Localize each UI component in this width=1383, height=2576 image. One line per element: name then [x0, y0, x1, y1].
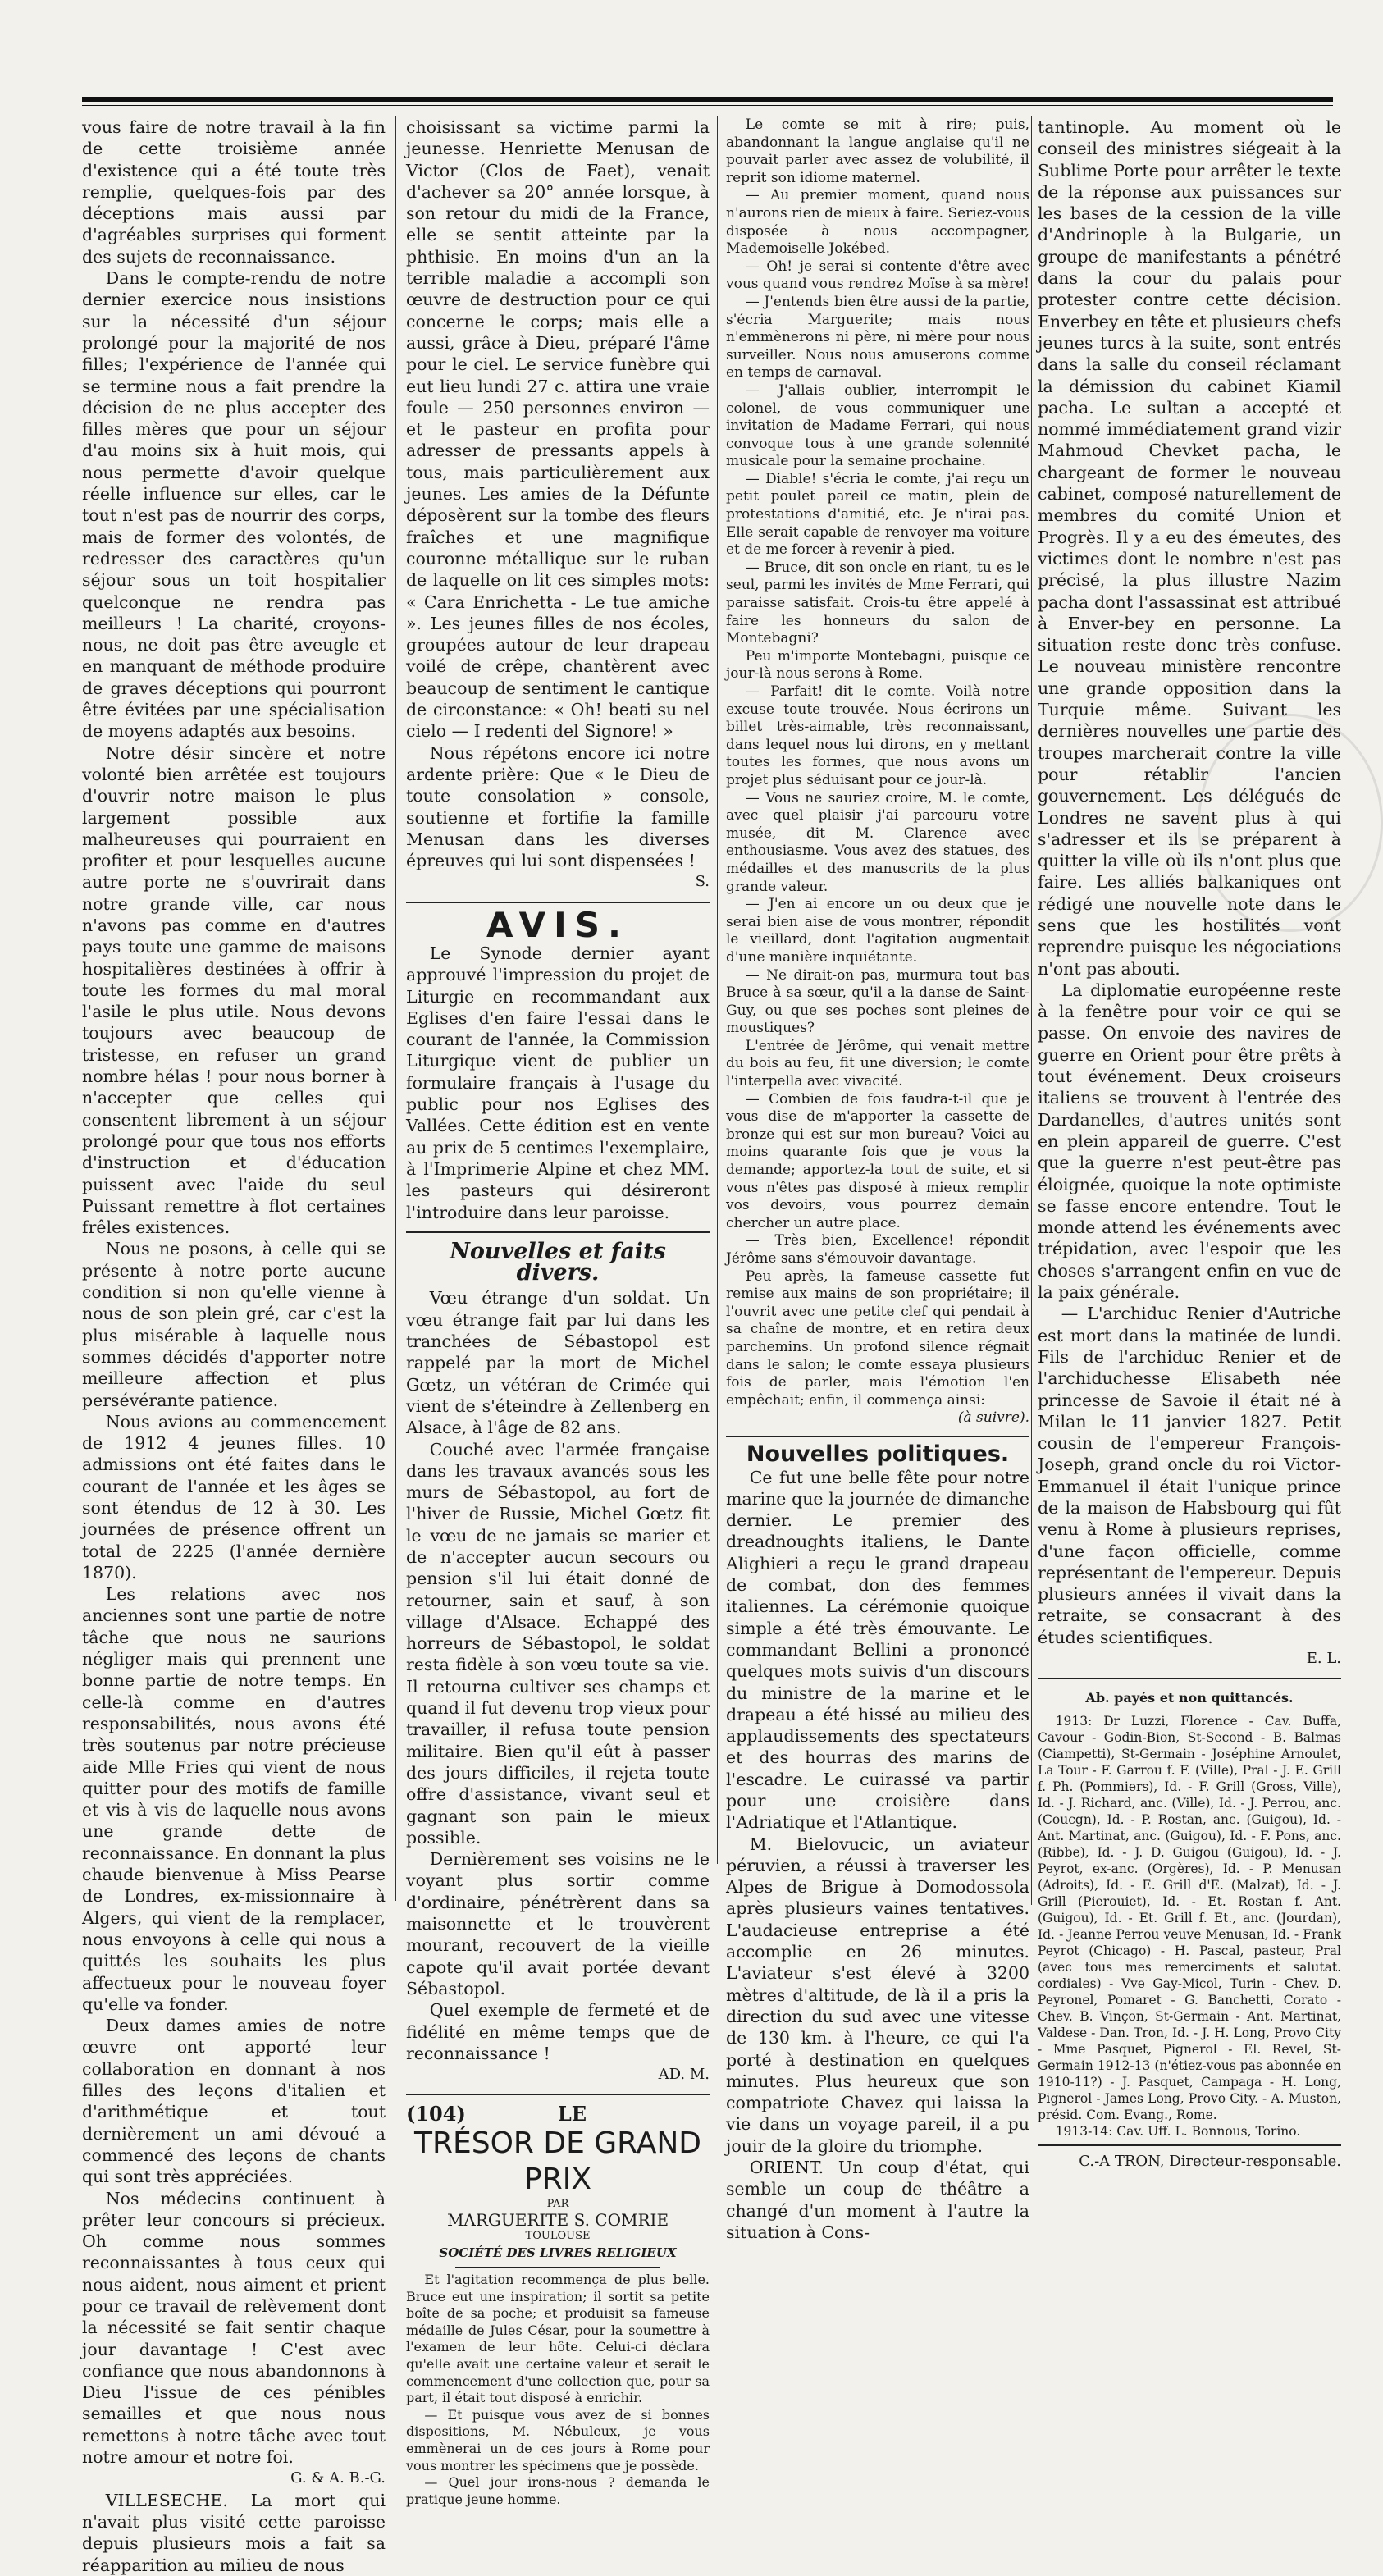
section-divider [455, 2267, 660, 2268]
section-divider [406, 2094, 710, 2095]
article-paragraph: Notre désir sincère et notre volonté bien arrêtée est toujours d'ouvrir notre maison le plus largement possible aux malheureuses qui pourraient en profiter et pour lesquelles aucune autre porte ne s'ouvrirait dans notre grande ville, car nous n'avons pas comme en d'autres pays toute une gamme de maisons hospitalières destinées à offrir à toute les formes du mal moral l'asile le plus utile. Nous devons toujours avec beaucoup de tristesse, en refuser un grand nombre hélas ! pour nous borner à n'accepter que celles qui consentent librement à un séjour prolongé pour que tous nos efforts d'instruction et d'éducation puissent avec l'aide du seul Puissant remettre à flot certaines frêles existences. [82, 742, 386, 1238]
obituary-paragraph: choisissant sa victime parmi la jeunesse. Henriette Menusan de Victor (Clos de Faet), venait d'achever sa 20° année lorsque, à son retour du midi de la France, elle se sentit atteinte par la phthisie. En moins d'un an la terrible maladie a accompli son œuvre de destruction pour ce qui concerne le corps; mais elle a aussi, grâce à Dieu, préparé l'âme pour le ciel. Le service funèbre qui eut lieu lundi 27 c. attira une vraie foule — 250 personnes environ — et le pasteur en profita pour adresser de pressants appels à tous, mais particulièrement aux jeunes. Les amies de la Défunte déposèrent sur la tombe des fleurs fraîches et une magnifique couronne métallique sur le ruban de laquelle on lit ces simples mots: « Cara Enrichetta - Le tue amiche ». Les jeunes filles de nos écoles, groupées autour de leur drapeau voilé de crêpe, chantèrent avec beaucoup de sentiment le cantique de circonstance: « Oh! beati su nel cielo — I redenti del Signore! » [406, 117, 710, 742]
politiques-paragraph: ORIENT. Un coup d'état, qui semble un coup de théâtre a changé d'un moment à l'autre la situation à Cons- [726, 2158, 1029, 2242]
story-paragraph: — Au premier moment, quand nous n'aurons rien de mieux à faire. Seriez-vous disposée à nous accompagner, Mademoiselle Jokébed. [726, 187, 1029, 258]
story-paragraph: — Combien de fois faudra-t-il que je vous dise de m'apporter la cassette de bronze qui est sur mon bureau? Voici au moins quarante fois que je vous la demande; apportez-la tout de suite, et si vous n'êtes pas disposé à mieux remplir vos devoirs, vous pourrez demain chercher un autre place. [726, 1090, 1029, 1231]
feuilleton-paragraph: Et l'agitation recommença de plus belle. Bruce eut une inspiration; il sortit sa petite boîte de sa poche; et produisit sa fameuse médaille de Jules César, pour la soumettre à l'examen de leur hôte. Celui-ci déclara qu'elle avait une certaine valeur et serait le commencement d'une collection que, pour sa part, il était tout disposé à enrichir. [406, 2272, 710, 2406]
feuilleton-paragraph: — Quel jour irons-nous ? demanda le pratique jeune homme. [406, 2474, 710, 2507]
nouvelles-paragraph: Couché avec l'armée française dans les travaux avancés sous les murs de Sébastopol, au fort de l'hiver de Russie, Michel Gœtz fit le vœu de ne jamais se marier et de n'accepter aucun secours ou pension s'il lui était donné de retourner, sain et sauf, à son village d'Alsace. Echappé des horreurs de Sébastopol, le soldat resta fidèle à son vœu toute sa vie. Il retourna cultiver ses champs et quand il fut devenu trop vieux pour travailler, il refusa toute pension militaire. Bien qu'il eût à passer des jours difficiles, il rejeta toute offre d'assistance, vivant seul et gagnant son pain le mieux possible. [406, 1439, 710, 1848]
section-divider [726, 1436, 1029, 1437]
feuilleton-le: LE [557, 2102, 587, 2126]
story-paragraph: — Vous ne sauriez croire, M. le comte, avec quel plaisir j'ai parcouru votre musée, dit M. Clarence avec enthousiasme. Vous avez des statues, des médailles et des manuscrits de la plus grande valeur. [726, 789, 1029, 895]
story-paragraph: — Bruce, dit son oncle en riant, tu es le seul, parmi les invités de Mme Ferrari, qui paraisse satisfait. Crois-tu être appelé à faire les honneurs du salon de Montebagni? [726, 559, 1029, 647]
nouvelles-heading: Nouvelles et faits divers. [450, 1238, 666, 1286]
story-paragraph: Peu m'importe Montebagni, puisque ce jour-là nous serons à Rome. [726, 647, 1029, 683]
feuilleton-city: TOULOUSE [525, 2229, 591, 2242]
article-paragraph: Dans le compte-rendu de notre dernier exercice nous insistions sur la nécessité d'un séjour prolongé pour la majorité de nos filles; l'expérience de l'année qui se termine nous a fait prendre la décision de ne plus accepter des filles mères que pour un séjour d'au moins six à huit mois, qui nous permette d'avoir quelque réelle influence sur elles, car le tout n'est pas de nourrir des corps, mais de former des volontés, de redresser des caractères qu'un séjour sous un toit hospitalier quelconque ne rendra pas meilleurs ! La charité, croyons-nous, ne doit pas être aveugle et en manquant de méthode produire de graves déceptions qui pourront être évitées par une spécialisation de moyens adaptés aux besoins. [82, 268, 386, 742]
story-paragraph: — Ne dirait-on pas, murmura tout bas Bruce à sa sœur, qu'il a la danse de Saint-Guy, ou que ses poches sont pleines de moustiques? [726, 966, 1029, 1037]
politiques-paragraph: M. Bielovucic, un aviateur péruvien, a réussi à traverser les Alpes de Brigue à Domodossola après plusieurs vaines tentatives. L'audacieuse entreprise a été accomplie en 26 minutes. L'aviateur s'est élevé à 3200 mètres d'altitude, de là il a pris la direction du sud avec une vitesse de 130 km. à l'heure, ce qui l'a porté à destination en quelques minutes. Plus heureux que son compatriote Chavez qui laissa la vie dans un voyage pareil, il a pu jouir de la gloire du triomphe. [726, 1834, 1029, 2156]
story-paragraph: L'entrée de Jérôme, qui venait mettre du bois au feu, fit une diversion; le comte l'interpella avec vivacité. [726, 1037, 1029, 1090]
story-paragraph: Peu après, la fameuse cassette fut remise aux mains de son propriétaire; il l'ouvrit avec une petite clef qui pendait à sa chaîne de montre, et en retira deux parchemins. Un profond silence régnait dans le salon; le comte essaya plusieurs fois de parler, mais l'émotion l'en empêchait; enfin, il commença ainsi: [726, 1267, 1029, 1409]
nouvelles-paragraph: Vœu étrange d'un soldat. Un vœu étrange fait par lui dans les tranchées de Sébastopol est rappelé par la mort de Michel Gœtz, un vétéran de Crimée qui vient de s'éteindre à Zellenberg en Alsace, à l'âge de 82 ans. [406, 1288, 710, 1438]
feuilleton-par: PAR [546, 2197, 569, 2210]
column-1 [82, 116, 386, 2575]
article-paragraph: Nos médecins continuent à prêter leur concours si précieux. Oh comme nous sommes reconnaissantes à tous ceux qui nous aident, nous aiment et prient pour ce travail de relèvement dont la nécessité se fait sentir chaque jour davantage ! C'est avec confiance que nous abandonnons à Dieu l'issue de ces pénibles semailles et que nous nous remettons à notre tâche avec tout notre amour et notre foi. [82, 2188, 386, 2468]
section-divider [1038, 1678, 1341, 1679]
director-signature: C.-A TRON, Directeur-responsable. [1079, 2152, 1341, 2170]
article-paragraph: Les relations avec nos anciennes sont une partie de notre tâche que nous ne saurions négliger mais qui prennent une bonne partie de notre temps. En celle-là comme en d'autres responsabilités, nous avons été très soutenus par notre précieuse aide Mlle Fries qui vient de nous quitter pour des motifs de famille et vis à vis de laquelle nous avons une grande dette de reconnaissance. En donnant la plus chaude bienvenue à Miss Pearse de Londres, ex-missionnaire à Algers, qui vient de la remplacer, nous envoyons à celle qui nous a quittés les souhaits les plus affectueux pour le nouveau foyer qu'elle va fonder. [82, 1584, 386, 2014]
section-divider [406, 902, 710, 903]
column-4 [1038, 116, 1341, 2170]
article-signature: G. & A. B.-G. [290, 2469, 386, 2487]
feuilleton-paragraph: — Et puisque vous avez de si bonnes dispositions, M. Nébuleux, je vous emmènerai un de ces jours à Rome pour vous montrer les spécimens que je possède. [406, 2406, 710, 2473]
story-paragraph: — Très bien, Excellence! répondit Jérôme sans s'émouvoir davantage. [726, 1232, 1029, 1267]
column-divider [1031, 116, 1032, 1905]
column-3 [726, 116, 1029, 2242]
article-paragraph: Nous avions au commencement de 1912 4 jeunes filles. 10 admissions ont été faites dans le courant de l'année et les âges se sont étendus de 12 à 30. Les journées de présence offrent un total de 2225 (l'année dernière 1870). [82, 1411, 386, 1583]
feuilleton-author: MARGUERITE S. COMRIE [446, 2209, 669, 2230]
politiques-signature: E. L. [1306, 1650, 1341, 1668]
column-divider [717, 116, 718, 1864]
subscriptions-list: 1913-14: Cav. Uff. L. Bonnous, Torino. [1055, 2123, 1301, 2139]
politiques-heading: Nouvelles politiques. [746, 1441, 1010, 1467]
nouvelles-paragraph: Dernièrement ses voisins ne le voyant plus sortir comme d'ordinaire, pénétrèrent dans sa maisonnette et le trouvèrent mourant, recouvert de la vieille capote qu'il avait portée devant Sébastopol. [406, 1849, 710, 1998]
avis-heading: AVIS. [486, 904, 629, 945]
column-divider [395, 116, 396, 1901]
villeseche-paragraph: VILLESECHE. La mort qui n'avait plus visité cette paroisse depuis plusieurs mois a fait sa réapparition au milieu de nous [82, 2490, 386, 2575]
story-paragraph: — J'allais oublier, interrompit le colonel, de vous communiquer une invitation de Madame Ferrari, qui nous convoque tous à une grande solennité musicale pour la semaine prochaine. [726, 381, 1029, 470]
story-paragraph: Le comte se mit à rire; puis, abandonnant la langue anglaise qu'il ne pouvait parler avec assez de volubilité, il reprit son idiome maternel. [726, 116, 1029, 186]
section-divider [406, 1231, 710, 1233]
obituary-paragraph: Nous répétons encore ici notre ardente prière: Que « le Dieu de toute consolation » console, soutienne et fortifie la famille Menusan dans les diverses épreuves qui lui sont dispensées ! [406, 742, 710, 871]
nouvelles-signature: AD. M. [658, 2066, 710, 2084]
feuilleton-header [406, 2103, 710, 2125]
feuilleton-number: (104) [406, 2102, 466, 2126]
article-paragraph: Deux dames amies de notre œuvre ont apporté leur collaboration en donnant à nos filles des leçons d'italien et d'arithmétique et tout dernièrement un ami dévoué a commencé des leçons de chants qui sont très appréciées. [82, 2016, 386, 2187]
story-paragraph: — Oh! je serai si contente d'être avec vous quand vous rendrez Moïse à sa mère! [726, 258, 1029, 293]
story-paragraph: — J'en ai encore un ou deux que je serai bien aise de vous montrer, répondit le vieillard, dont l'agitation augmentait d'une manière inquiétante. [726, 896, 1029, 966]
a-suivre: (à suivre). [957, 1409, 1029, 1427]
story-paragraph: — J'entends bien être aussi de la partie, s'écria Marguerite; mais nous n'emmènerons ni père, ni mère pour nous surveiller. Nous nous amuserons comme en temps de carnaval. [726, 293, 1029, 381]
politiques-paragraph: tantinople. Au moment où le conseil des ministres siégeait à la Sublime Porte pour arrêter le texte de la réponse aux puissances sur les bases de la cession de la ville d'Andrinople à la Bulgarie, un groupe de manifestants a pénétré dans la cour du palais pour protester contre cette décision. Enverbey en tête et plusieurs chefs jeunes turcs à la suite, sont entrés dans la salle du conseil réclamant la démission du cabinet Kiamil pacha. Le sultan a accepté et nommé immédiatement grand vizir Mahmoud Chevket pacha, le chargeant de former le nouveau cabinet, composé naturellement de membres du comité Union et Progrès. Il y a eu des émeutes, des victimes dont le nombre n'est pas précisé, la plus illustre Nazim pacha dont l'assassinat est attribué à Enver-bey en personne. La situation reste donc très confuse. Le nouveau ministère rencontre une grande opposition dans la Turquie même. Suivant les dernières nouvelles une partie des troupes marcherait contre la ville pour rétablir l'ancien gouvernement. Les délégués de Londres ne savent plus à qui s'adresser et ils se préparent à quitter la ville où ils n'ont plus que faire. Les alliés balkaniques ont rédigé une nouvelle note dans le sens que les hostilités vont reprendre puisque les négociations n'ont pas abouti. [1038, 117, 1341, 979]
politiques-paragraph: Ce fut une belle fête pour notre marine que la journée de dimanche dernier. Le premier des dreadnoughts italiens, le Dante Alighieri a reçu le grand drapeau de combat, don des femmes italiennes. La cérémonie quoique simple a été très émouvante. Le commandant Bellini a prononcé quelques mots suivis d'un discours du ministre de la marine et le drapeau a été hissé au milieu des applaudissements des spectateurs et des hourras des marins de l'escadre. Le cuirassé va partir pour une croisière dans l'Adriatique et l'Atlantique. [726, 1467, 1029, 1833]
subscriptions-heading: Ab. payés et non quittancés. [1085, 1690, 1294, 1706]
story-paragraph: — Parfait! dit le comte. Voilà notre excuse toute trouvée. Nous écrirons un billet très-aimable, très reconnaissant, dans lequel nous lui dirons, en y mettant toutes les formes, que nous avons un projet plus séduisant pour ce jour-là. [726, 683, 1029, 788]
nouvelles-paragraph: Quel exemple de fermeté et de fidélité en même temps que de reconnaissance ! [406, 2000, 710, 2063]
column-2 [406, 116, 710, 2507]
politiques-paragraph: — L'archiduc Renier d'Autriche est mort dans la matinée de lundi. Fils de l'archiduc Renier et de l'archiduchesse Elisabeth née princesse de Savoie il était né à Milan le 11 janvier 1827. Petit cousin de l'empereur François-Joseph, grand oncle du roi Victor-Emmanuel il était l'unique prince de la maison de Habsbourg qui fût venu à Rome à plusieurs reprises, d'une façon officielle, comme représentant de l'empereur. Depuis plusieurs années il vivait dans la retraite, se consacrant à des études scientifiques. [1038, 1304, 1341, 1647]
article-paragraph: vous faire de notre travail à la fin de cette troisième année d'existence qui a été toute très remplie, quelques-fois par des déceptions mais aussi par d'agréables surprises qui forment des sujets de reconnaissance. [82, 117, 386, 267]
feuilleton-publisher: SOCIÉTÉ DES LIVRES RELIGIEUX [439, 2245, 677, 2260]
article-paragraph: Nous ne posons, à celle qui se présente à notre porte aucune condition si non qu'elle vienne à nous de son plein gré, car c'est la plus misérable à laquelle nous sommes décidés d'apporter notre meilleure affection et plus persévérante patience. [82, 1239, 386, 1410]
feuilleton-title: TRÉSOR DE GRAND PRIX [413, 2126, 702, 2196]
top-rule [82, 97, 1333, 102]
top-rule-thin [82, 105, 1333, 106]
avis-paragraph: Le Synode dernier ayant approuvé l'impression du projet de Liturgie en recommandant aux Eglises d'en faire l'essai dans le courant de l'année, la Commission Liturgique vient de publier un formulaire français à l'usage du public pour nos Eglises des Vallées. Cette édition est en vente au prix de 5 centimes l'exemplaire, à l'Imprimerie Alpine et chez MM. les pasteurs qui désireront l'introduire dans leur paroisse. [406, 943, 710, 1222]
obituary-signature: S. [695, 873, 710, 891]
section-divider [1038, 2144, 1341, 2146]
story-paragraph: — Diable! s'écria le comte, j'ai reçu un petit poulet pareil ce matin, plein de protestations d'amitié, etc. Je n'irai pas. Elle serait capable de renvoyer ma voiture et de me forcer à revenir à pied. [726, 470, 1029, 559]
subscriptions-list: 1913: Dr Luzzi, Florence - Cav. Buffa, Cavour - Godin-Bion, St-Second - B. Balmas (Ciampetti), St-Germain - Joséphine Arnoulet, La Tour - F. Garrou f. F. (Ville), Pral - J. E. Grill f. Ph. (Pommiers), Id. - F. Grill (Gross, Ville), Id. - J. Richard, anc. (Ville), Id. - J. Perrou, anc. (Coucgn), Id. - P. Rostan, anc. (Guigou), Id. - Ant. Martinat, anc. (Guigou), Id. - F. Pons, anc. (Ribbe), Id. - J. D. Guigou (Guigou), Id. - J. Peyrot, ex-anc. (Orgères), Id. - P. Menusan (Adroits), Id. - E. Grill d'E. (Malzat), Id. - J. Grill (Pierouiet), Id. - Et. Rostan f. Ant. (Guigou), Id. - Et. Grill f. Et., anc. (Jourdan), Id. - Jeanne Perrou veuve Menusan, Id. - Frank Peyrot (Chicago) - H. Pascal, pasteur, Pral (avec tous mes remerciments et salutat. cordiales) - Vve Gay-Micol, Turin - Chev. D. Peyronel, Pomaret - G. Banchetti, Corato - Chev. B. Vinçon, St-Germain - Ant. Martinat, Valdese - Dan. Tron, Id. - J. H. Long, Provo City - Mme Pasquet, Pignerol - El. Revel, St-Germain 1912-13 (n'étiez-vous pas abonnée en 1910-11?) - J. Pasquet, Campaga - H. Long, Pignerol - James Long, Provo City. - A. Muston, présid. Com. Evang., Rome. [1038, 1713, 1341, 2122]
politiques-paragraph: La diplomatie européenne reste à la fenêtre pour voir ce qui se passe. On envoie des navires de guerre en Orient pour être prêts à tout événement. Deux croiseurs italiens se trouvent à l'entrée des Dardanelles, d'autres unités sont en plein appareil de guerre. C'est que la guerre n'est peut-être pas éloignée, quoique la note optimiste se fasse encore entendre. Tout le monde attend les événements avec trépidation, avec l'espoir que les choses s'arrangent enfin en vue de la paix générale. [1038, 980, 1341, 1303]
